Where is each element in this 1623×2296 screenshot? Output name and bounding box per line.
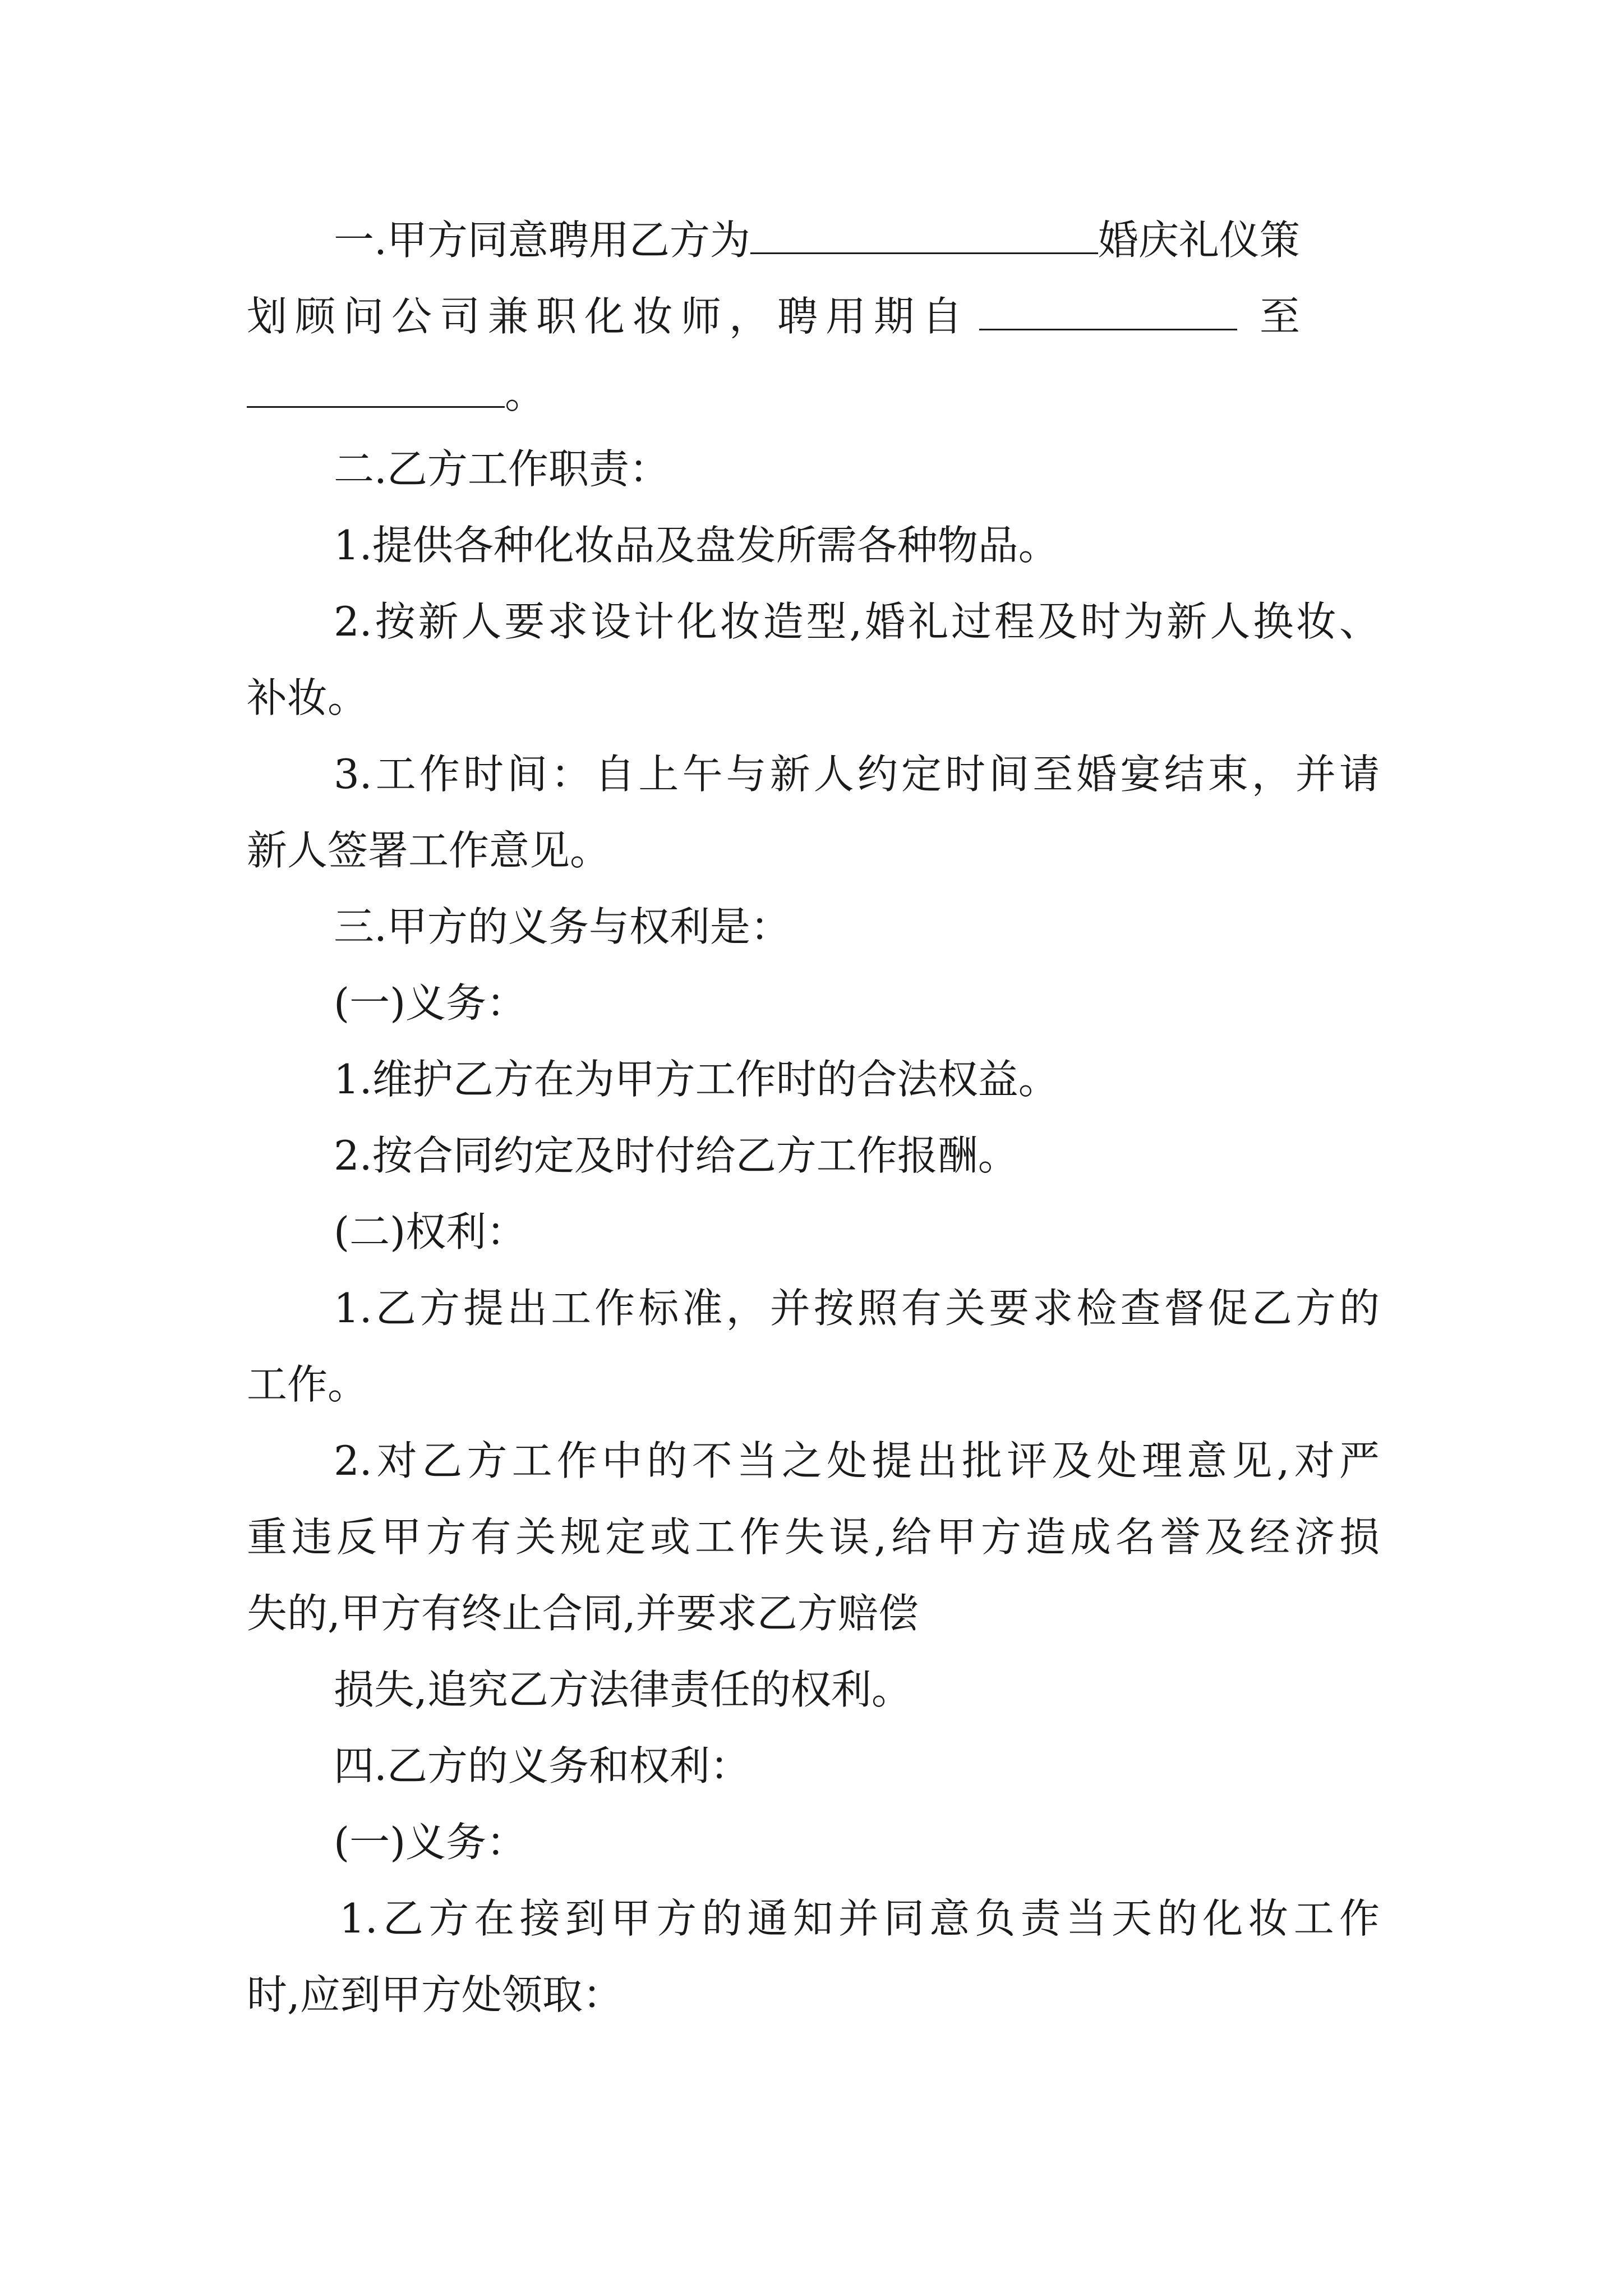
- duty-3-line-1: 3.工作时间：自上午与新人约定时间至婚宴结束，并请: [334, 751, 1380, 798]
- party-a-right-2-line-1: 2.对乙方工作中的不当之处提出批评及处理意见,对严: [334, 1437, 1380, 1484]
- party-a-right-2-line-3: 失的,甲方有终止合同,并要求乙方赔偿: [247, 1590, 919, 1637]
- end-date-blank[interactable]: [247, 371, 505, 408]
- party-a-obligation-1: 1.维护乙方在为甲方工作时的合法权益。: [334, 1056, 1059, 1103]
- company-name-blank[interactable]: [750, 218, 1098, 254]
- section-4-heading: 四.乙方的义务和权利：: [334, 1742, 750, 1789]
- party-a-right-2-line-2: 重违反甲方有关规定或工作失误,给甲方造成名誉及经济损: [247, 1513, 1380, 1561]
- party-a-obligations-heading: (一)义务：: [334, 979, 527, 1027]
- clause-1-line-3: [247, 367, 545, 421]
- clause-1-line-1: [334, 213, 1300, 267]
- start-date-blank[interactable]: [979, 294, 1237, 330]
- duty-1: 1.提供各种化妆品及盘发所需各种物品。: [334, 522, 1059, 569]
- party-a-rights-heading: (二)权利：: [334, 1208, 527, 1255]
- clause-1-text-before: 一.甲方同意聘用乙方为: [334, 217, 750, 264]
- party-b-obligations-heading: (一)义务：: [334, 1819, 527, 1866]
- duty-3-line-2: 新人签署工作意见。: [247, 827, 611, 874]
- duty-2-line-2: 补妆。: [247, 674, 368, 721]
- clause-1-line-2-end: 至: [1260, 293, 1301, 340]
- party-a-right-1-line-1: 1.乙方提出工作标准，并按照有关要求检查督促乙方的: [334, 1285, 1380, 1332]
- party-a-right-1-line-2: 工作。: [247, 1361, 368, 1408]
- clause-1-line-3-end: 。: [505, 370, 546, 417]
- party-a-right-2-line-4: 损失,追究乙方法律责任的权利。: [334, 1666, 912, 1713]
- party-a-obligation-2: 2.按合同约定及时付给乙方工作报酬。: [334, 1132, 1018, 1179]
- clause-1-line-2: [247, 289, 1380, 343]
- party-b-obligation-1-line-2: 时,应到甲方处领取：: [247, 1971, 623, 2018]
- section-3-heading: 三.甲方的义务与权利是：: [334, 903, 791, 950]
- section-2-heading: 二.乙方工作职责：: [334, 445, 670, 493]
- party-b-obligation-1-line-1: 1.乙方在接到甲方的通知并同意负责当天的化妆工作: [339, 1895, 1380, 1942]
- clause-1-line-2-text: 划顾问公司兼职化妆师，聘用期自: [247, 293, 971, 340]
- duty-2-line-1: 2.按新人要求设计化妆造型,婚礼过程及时为新人换妆、: [334, 598, 1380, 645]
- clause-1-text-after: 婚庆礼仪策: [1098, 217, 1300, 264]
